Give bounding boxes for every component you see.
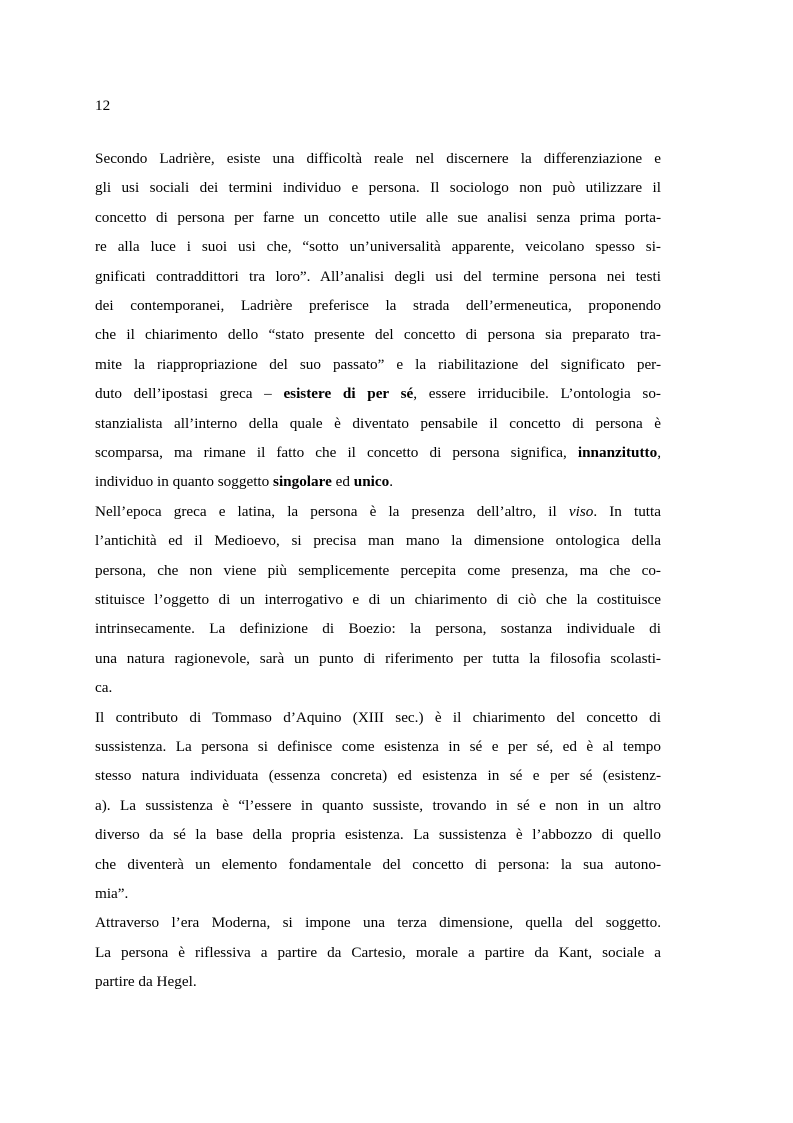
text-line	[95, 650, 661, 679]
text-segment: Secondo Ladrière, esiste una difficoltà reale nel discernere la differenziazione e	[95, 150, 661, 167]
text-segment: , essere irriducibile. L’ontologia so-	[413, 385, 661, 403]
text-segment: sussistenza. La persona si definisce come esistenza in sé e per sé, ed è al tempo	[95, 738, 661, 755]
text-segment: .	[389, 473, 394, 491]
text-segment: duto dell’ipostasi greca –	[95, 385, 284, 403]
text-segment: individuo in quanto soggetto	[95, 473, 274, 491]
text-line	[95, 797, 661, 826]
text-line	[95, 944, 661, 973]
text-line	[95, 415, 661, 444]
text-segment: mia”.	[95, 885, 129, 902]
italic-text: viso	[568, 502, 594, 520]
bold-text: innanzitutto	[577, 444, 658, 461]
text-segment: concetto di persona per farne un concetto utile alle sue analisi senza prima porta-	[95, 208, 661, 226]
text-line	[95, 385, 661, 414]
text-line	[95, 620, 661, 649]
text-segment: l’antichità ed il Medioevo, si precisa man mano la dimensione ontologica della	[95, 532, 661, 550]
text-segment: gnificati contraddittori tra loro”. All’analisi degli usi del termine persona nei testi	[95, 267, 661, 285]
text-segment: re alla luce i suoi usi che, “sotto un’universalità apparente, veicolano spesso si-	[95, 238, 661, 256]
bold-text: esistere di per sé	[283, 385, 414, 403]
text-segment: mite la riappropriazione del suo passato” e la riabilitazione del significato per-	[95, 355, 661, 373]
text-line	[95, 150, 661, 179]
text-segment: ca.	[95, 679, 113, 697]
text-line	[95, 914, 661, 943]
text-segment: persona, che non viene più semplicemente percepita come presenza, ma che co-	[95, 561, 661, 579]
text-segment: partire da Hegel.	[95, 973, 197, 991]
text-line	[95, 297, 661, 326]
text-segment: stesso natura individuata (essenza concreta) ed esistenza in sé e per sé (esistenz-	[95, 767, 661, 785]
text-line	[95, 326, 661, 355]
text-line	[95, 885, 661, 914]
text-line	[95, 444, 661, 473]
text-segment: a). La sussistenza è “l’essere in quanto sussiste, trovando in sé e non in un altro	[95, 796, 661, 814]
text-line	[95, 591, 661, 620]
text-segment: diverso da sé la base della propria esistenza. La sussistenza è l’abbozzo di quello	[95, 826, 661, 844]
text-line	[95, 503, 661, 532]
text-line	[95, 532, 661, 561]
text-line	[95, 268, 661, 297]
text-segment: . In tutta	[593, 502, 661, 520]
text-segment: ed	[331, 473, 354, 491]
text-segment: gli usi sociali dei termini individuo e persona. Il sociologo non può utilizzare il	[95, 179, 661, 197]
text-line	[95, 179, 661, 208]
text-line	[95, 709, 661, 738]
text-segment: scomparsa, ma rimane il fatto che il concetto di persona significa,	[95, 444, 578, 461]
text-line	[95, 826, 661, 855]
text-line	[95, 679, 661, 708]
text-line	[95, 562, 661, 591]
text-segment: stituisce l’oggetto di un interrogativo e di un chiarimento di ciò che la costituisce	[95, 591, 661, 608]
bold-text: unico	[353, 473, 390, 491]
text-segment: che diventerà un elemento fondamentale del concetto di persona: la sua autono-	[95, 855, 661, 873]
text-segment: ,	[657, 444, 661, 461]
page-number: 12	[95, 97, 111, 114]
text-segment: dei contemporanei, Ladrière preferisce la strada dell’ermeneutica, proponendo	[95, 297, 661, 314]
text-segment: Attraverso l’era Moderna, si impone una terza dimensione, quella del soggetto.	[95, 914, 661, 932]
text-segment: Il contributo di Tommaso d’Aquino (XIII sec.) è il chiarimento del concetto di	[95, 708, 661, 726]
text-segment: stanzialista all’interno della quale è diventato pensabile il concetto di persona è	[95, 414, 661, 432]
text-segment: una natura ragionevole, sarà un punto di riferimento per tutta la filosofia scolasti-	[95, 649, 661, 667]
text-segment: che il chiarimento dello “stato presente del concetto di persona sia preparato tra-	[95, 326, 661, 344]
bold-text: singolare	[273, 473, 332, 491]
text-line	[95, 767, 661, 796]
text-line	[95, 473, 661, 502]
text-line	[95, 356, 661, 385]
text-line	[95, 856, 661, 885]
text-segment: Nell’epoca greca e latina, la persona è la presenza dell’altro, il	[95, 502, 569, 520]
text-line	[95, 738, 661, 767]
text-segment: intrinsecamente. La definizione di Boezio: la persona, sostanza individuale di	[95, 620, 661, 638]
text-line	[95, 238, 661, 267]
text-line	[95, 973, 661, 1002]
text-segment: La persona è riflessiva a partire da Cartesio, morale a partire da Kant, sociale a	[95, 943, 661, 961]
text-line	[95, 209, 661, 238]
